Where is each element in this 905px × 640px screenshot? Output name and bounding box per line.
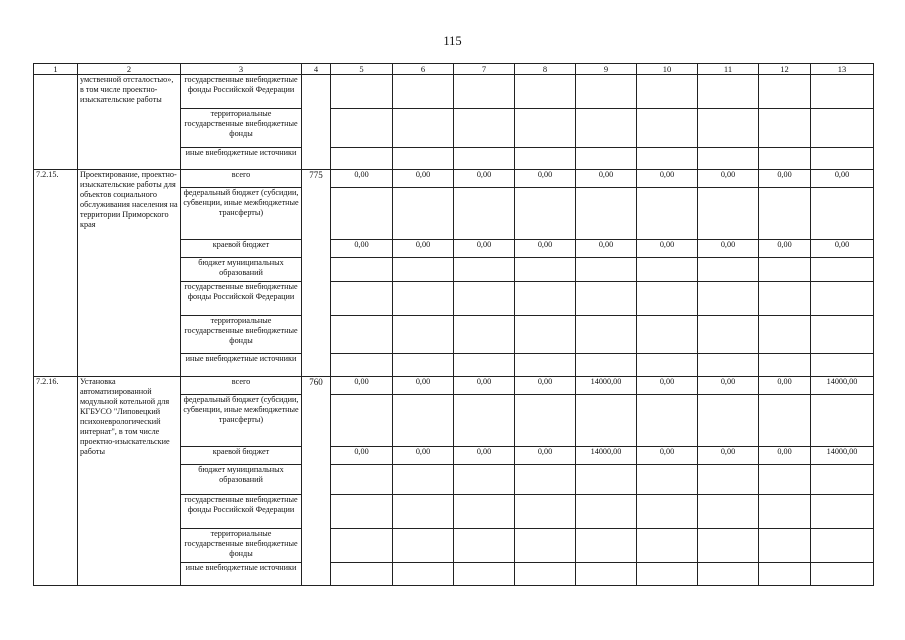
column-header: 10 [637, 64, 698, 75]
value-cell: 0,00 [759, 170, 811, 188]
value-cell: 0,00 [454, 377, 515, 395]
column-header: 4 [302, 64, 331, 75]
funding-source: федеральный бюджет (субсидии, субвенции, иные межбюджетные трансферты) [181, 395, 302, 447]
grbs-code: 760 [302, 377, 331, 586]
value-cell: 0,00 [759, 447, 811, 465]
value-cell: 0,00 [454, 240, 515, 258]
item-code: 7.2.16. [34, 377, 78, 586]
column-header: 9 [576, 64, 637, 75]
value-cell: 0,00 [811, 240, 874, 258]
value-cell: 14000,00 [576, 377, 637, 395]
funding-source: иные внебюджетные источники [181, 563, 302, 586]
column-header: 11 [698, 64, 759, 75]
funding-source: федеральный бюджет (субсидии, субвенции, иные межбюджетные трансферты) [181, 188, 302, 240]
funding-source: территориальные государственные внебюджетные фонды [181, 109, 302, 148]
item-name: Проектирование, проектно-изыскательские работы для объектов социального обслуживания населения на территории Приморского края [78, 170, 181, 377]
column-header: 7 [454, 64, 515, 75]
funding-source: всего [181, 170, 302, 188]
item-name-cell: умственной отсталостью», в том числе проектно-изыскательские работы [78, 75, 181, 170]
value-cell: 0,00 [331, 170, 393, 188]
funding-source: государственные внебюджетные фонды Российской Федерации [181, 75, 302, 109]
grbs-code: 775 [302, 170, 331, 377]
value-cell: 0,00 [698, 447, 759, 465]
funding-source: государственные внебюджетные фонды Российской Федерации [181, 495, 302, 529]
column-header: 3 [181, 64, 302, 75]
value-cell: 0,00 [393, 170, 454, 188]
grbs-code-cell [302, 75, 331, 170]
value-cell: 0,00 [698, 377, 759, 395]
value-cell: 0,00 [576, 170, 637, 188]
value-cell: 0,00 [393, 447, 454, 465]
column-header: 12 [759, 64, 811, 75]
value-cell: 0,00 [454, 170, 515, 188]
value-cell: 0,00 [331, 377, 393, 395]
funding-source: иные внебюджетные источники [181, 148, 302, 170]
value-cell: 14000,00 [811, 447, 874, 465]
value-cell: 0,00 [811, 170, 874, 188]
funding-source: территориальные государственные внебюджетные фонды [181, 316, 302, 354]
funding-source: территориальные государственные внебюджетные фонды [181, 529, 302, 563]
header-row [34, 64, 874, 75]
value-cell: 0,00 [637, 377, 698, 395]
item-code-cell [34, 75, 78, 170]
funding-source: всего [181, 377, 302, 395]
page-number: 115 [443, 34, 462, 48]
value-cell: 0,00 [515, 240, 576, 258]
funding-source: бюджет муниципальных образований [181, 465, 302, 495]
item-code: 7.2.15. [34, 170, 78, 377]
column-header: 6 [393, 64, 454, 75]
column-header: 5 [331, 64, 393, 75]
value-cell: 14000,00 [576, 447, 637, 465]
item-name: Установка автоматизированной модульной котельной для КГБУСО "Липовецкий психоневрологический интернат", в том числе проектно-изыскательские работы [78, 377, 181, 586]
table-row [34, 377, 874, 395]
funding-source: краевой бюджет [181, 447, 302, 465]
column-header: 2 [78, 64, 181, 75]
column-header: 13 [811, 64, 874, 75]
value-cell: 0,00 [331, 447, 393, 465]
value-cell: 0,00 [637, 240, 698, 258]
table-row [34, 170, 874, 188]
column-header: 8 [515, 64, 576, 75]
funding-source: государственные внебюджетные фонды Российской Федерации [181, 282, 302, 316]
value-cell: 0,00 [331, 240, 393, 258]
value-cell: 0,00 [759, 240, 811, 258]
value-cell: 0,00 [576, 240, 637, 258]
funding-source: иные внебюджетные источники [181, 354, 302, 377]
table-row [34, 75, 874, 109]
budget-table [33, 63, 874, 586]
value-cell: 0,00 [759, 377, 811, 395]
value-cell: 0,00 [515, 170, 576, 188]
value-cell: 0,00 [515, 377, 576, 395]
value-cell: 0,00 [393, 377, 454, 395]
value-cell: 0,00 [393, 240, 454, 258]
value-cell: 0,00 [698, 240, 759, 258]
funding-source: бюджет муниципальных образований [181, 258, 302, 282]
value-cell: 0,00 [637, 447, 698, 465]
funding-source: краевой бюджет [181, 240, 302, 258]
column-header: 1 [34, 64, 78, 75]
value-cell: 0,00 [637, 170, 698, 188]
value-cell: 0,00 [515, 447, 576, 465]
value-cell: 0,00 [698, 170, 759, 188]
value-cell: 14000,00 [811, 377, 874, 395]
value-cell: 0,00 [454, 447, 515, 465]
